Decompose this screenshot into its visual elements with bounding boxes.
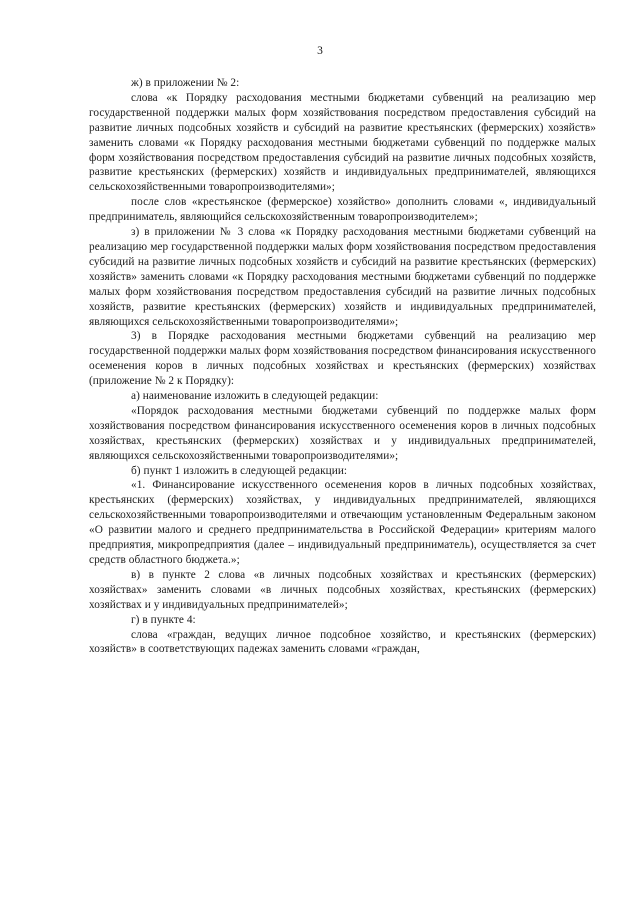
document-body — [89, 76, 596, 657]
paragraph-citizens-words: слова «граждан, ведущих личное подсобное хозяйство, и крестьянских (фермерских) хозяйств» в соответствующих падежах заменить словами «граждан, — [89, 628, 596, 656]
paragraph-new-title: «Порядок расходования местными бюджетами субвенций по поддержке малых форм хозяйствования посредством финансирования искусственного осеменения коров в личных подсобных хозяйствах, крестьянских (фермерских) хозяйствах и у индивидуальных предпринимателей, являющихся сельскохозяйственными товаропроизводителями»; — [89, 404, 596, 462]
paragraph-item-a: а) наименование изложить в следующей редакции: — [131, 390, 379, 403]
paragraph-item-3: 3) в Порядке расходования местными бюджетами субвенций на реализацию мер государственной поддержки малых форм хозяйствования посредством финансирования искусственного осеменения коров в личных подсобных хозяйствах и крестьянских (фермерских) хозяйствах (приложение № 2 к Порядку): — [89, 330, 596, 388]
paragraph-item-z: з) в приложении № 3 слова «к Порядку расходования местными бюджетами субвенций на реализацию мер государственной поддержки малых форм хозяйствования посредством предоставления субсидий на развитие личных подсобных хозяйств и субсидий на развитие крестьянских (фермерских) хозяйств» заменить словами «к Порядку расходования местными бюджетами субвенций по поддержке малых форм хозяйствования посредством предоставления субсидий на развитие личных подсобных хозяйств, развитие крестьянских (фермерских) хозяйств и индивидуальных предпринимателей, являющихся сельскохозяйственными товаропроизводителями»; — [89, 226, 596, 328]
paragraph-item-b: б) пункт 1 изложить в следующей редакции: — [131, 464, 348, 477]
paragraph-item-g: г) в пункте 4: — [131, 613, 196, 626]
page-number: 3 — [317, 45, 323, 57]
paragraph-item-zh: ж) в приложении № 2: — [131, 77, 240, 89]
paragraph-replace-words: слова «к Порядку расходования местными бюджетами субвенций на реализацию мер государственной поддержки малых форм хозяйствования посредством предоставления субсидий на развитие личных подсобных хозяйств и субсидий на развитие крестьянских (фермерских) хозяйств» заменить словами «к Порядку расходования местными бюджетами субвенций по поддержке малых форм хозяйствования посредством предоставления субсидий на развитие личных подсобных хозяйств, развитие крестьянских (фермерских) хозяйств и индивидуальных предпринимателей, являющихся сельскохозяйственными товаропроизводителями»; — [89, 91, 596, 194]
paragraph-item-v: в) в пункте 2 слова «в личных подсобных хозяйствах и крестьянских (фермерских) хозяйствах» заменить словами «в личных подсобных хозяйствах, крестьянских (фермерских) хозяйствах и у индивидуальных предпринимателей»; — [89, 568, 596, 611]
paragraph-point-1: «1. Финансирование искусственного осеменения коров в личных подсобных хозяйствах, крестьянских (фермерских) хозяйствах, у индивидуальных предпринимателей, являющихся сельскохозяйственными товаропроизводителями и отвечающим установленным Федеральным законом «О развитии малого и среднего предпринимательства в Российской Федерации» критериям малого предприятия, микропредприятия (далее – индивидуальный предприниматель), осуществляется за счет средств областного бюджета.»; — [89, 479, 596, 566]
paragraph-add-words: после слов «крестьянское (фермерское) хозяйство» дополнить словами «, индивидуальный предприниматель, являющийся сельскохозяйственным товаропроизводителем»; — [89, 196, 596, 224]
